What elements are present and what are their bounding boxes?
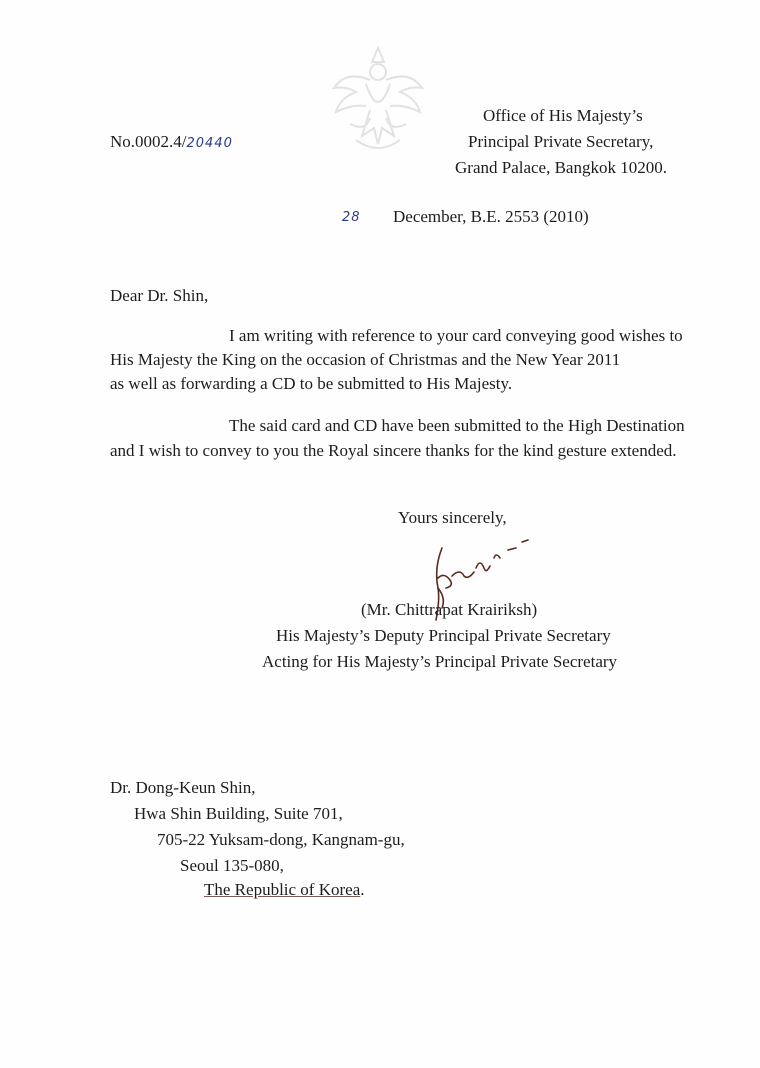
recipient-trailing-period: . [360, 880, 365, 899]
recipient-country [204, 880, 365, 900]
salutation: Dear Dr. Shin, [110, 286, 209, 305]
signatory-title: His Majesty’s Deputy Principal Private Secretary [276, 626, 611, 645]
paragraph-line: His Majesty the King on the occasion of Christmas and the New Year 2011 [110, 350, 621, 369]
handwritten-day: 28 [342, 210, 361, 225]
date-text: December, B.E. 2553 (2010) [393, 207, 589, 226]
recipient-address-line: Seoul 135-080, [180, 856, 284, 875]
reference-handwritten-number: 20440 [186, 136, 233, 151]
recipient-address-line: Dr. Dong-Keun Shin, [110, 778, 256, 797]
recipient-country-name: The Republic of Korea [204, 880, 361, 899]
signatory-title: Acting for His Majesty’s Principal Private Secretary [262, 652, 618, 671]
reference-prefix: No.0002.4/ [110, 132, 187, 151]
paragraph-line: I am writing with reference to your card conveying good wishes to [229, 326, 683, 345]
signatory-name: (Mr. Chittrapat Krairiksh) [361, 600, 538, 619]
paragraph-line: and I wish to convey to you the Royal sincere thanks for the kind gesture extended. [110, 441, 677, 460]
sender-address-line: Grand Palace, Bangkok 10200. [455, 158, 667, 177]
garuda-emblem-icon [326, 40, 430, 160]
sender-address-line: Principal Private Secretary, [468, 132, 654, 151]
paragraph-line: as well as forwarding a CD to be submitted to His Majesty. [110, 374, 513, 393]
recipient-address-line: Hwa Shin Building, Suite 701, [134, 804, 343, 823]
closing: Yours sincerely, [398, 508, 507, 527]
date-line [342, 206, 361, 228]
recipient-address-line: 705-22 Yuksam-dong, Kangnam-gu, [157, 830, 405, 849]
reference-number [110, 132, 233, 154]
sender-address-line: Office of His Majesty’s [483, 106, 643, 125]
paragraph-line: The said card and CD have been submitted to the High Destination [229, 416, 685, 435]
handwritten-signature [424, 528, 534, 638]
